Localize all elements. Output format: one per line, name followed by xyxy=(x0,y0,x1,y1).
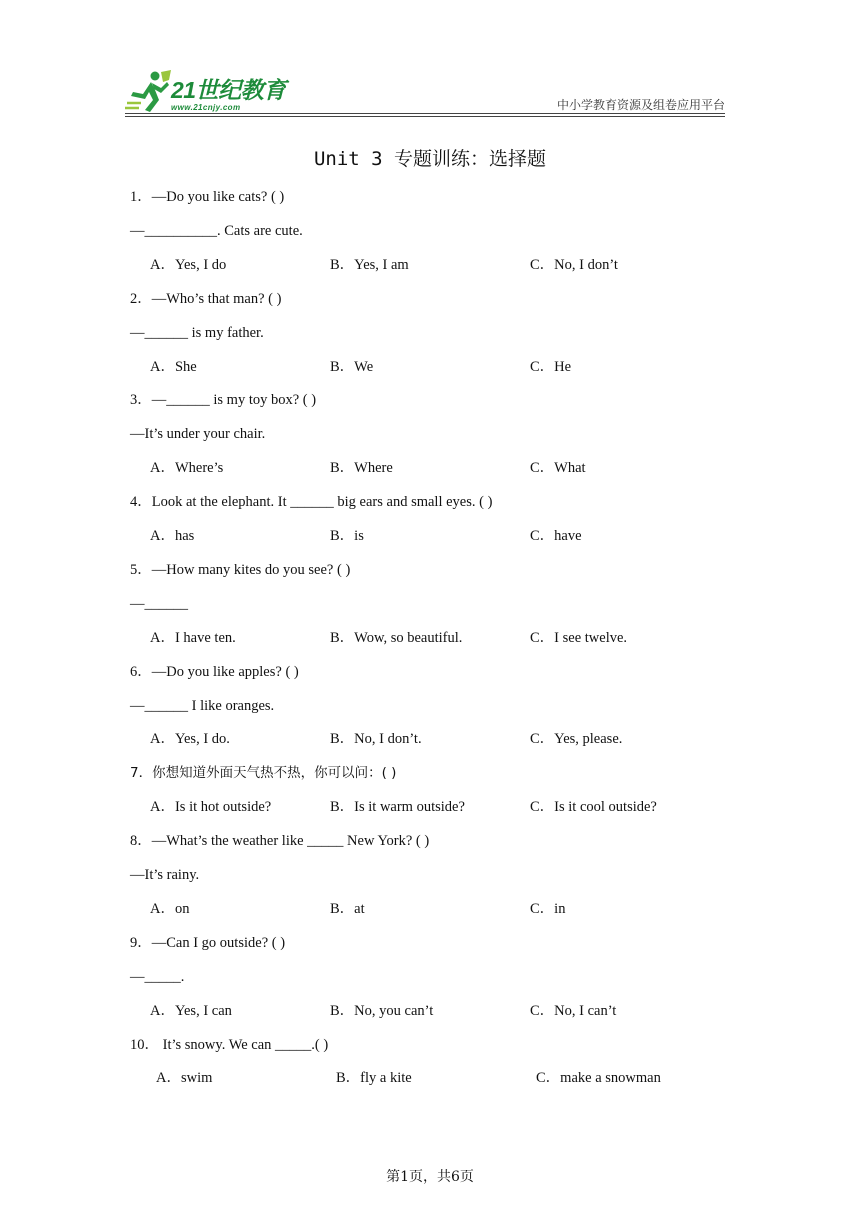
option-a: A．She xyxy=(150,358,197,375)
option-a: A．I have ten. xyxy=(150,629,236,646)
option-c: C．in xyxy=(530,900,566,917)
option-c: C．Yes, please. xyxy=(530,731,623,748)
question-stem: 2．—Who’s that man? ( ) xyxy=(130,290,282,307)
option-c: C．have xyxy=(530,528,582,544)
question-answer-line: —It’s rainy. xyxy=(130,867,200,883)
logo-url: www.21cnjy.com xyxy=(171,103,241,112)
question-stem: 5．—How many kites do you see? ( ) xyxy=(130,561,351,578)
question-answer-line: —______ I like oranges. xyxy=(130,697,275,714)
option-c: C．I see twelve. xyxy=(530,629,628,646)
question-answer-line: —It’s under your chair. xyxy=(130,426,266,443)
question-stem: 7．你想知道外面天气热不热，你可以问：( ) xyxy=(130,765,397,782)
page-title: Unit 3 专题训练：选择题 xyxy=(313,148,547,170)
page-header xyxy=(125,66,725,114)
option-b: B．We xyxy=(330,358,374,375)
option-c: C．No, I don’t xyxy=(530,256,618,273)
question-stem: 6．—Do you like apples? ( ) xyxy=(130,663,299,680)
option-a: A．Yes, I do xyxy=(150,256,227,273)
header-rule xyxy=(125,113,725,114)
option-a: A．has xyxy=(150,528,195,544)
option-b: B．fly a kite xyxy=(336,1070,412,1087)
question-stem: 8．—What’s the weather like _____ New York? ( ) xyxy=(130,833,430,850)
question-answer-line: —_____. xyxy=(130,968,185,985)
page-footer: 第1页，共6页 xyxy=(386,1169,474,1185)
option-a: A．Where’s xyxy=(150,460,224,477)
option-c: C．What xyxy=(530,460,586,477)
option-c: C．He xyxy=(530,358,572,375)
option-b: B．Wow, so beautiful. xyxy=(330,629,463,646)
question-stem: 1．—Do you like cats? ( ) xyxy=(130,189,285,205)
header-rule-lower xyxy=(125,116,725,117)
option-b: B．No, you can’t xyxy=(330,1002,434,1019)
question-stem: 10． It’s snowy. We can _____.( ) xyxy=(130,1036,329,1053)
option-a: A．Is it hot outside? xyxy=(150,799,272,816)
option-c: C．make a snowman xyxy=(536,1070,661,1087)
option-b: B．Yes, I am xyxy=(330,256,409,273)
option-b: B．is xyxy=(330,528,364,544)
option-c: C．No, I can’t xyxy=(530,1002,617,1019)
option-b: B．Is it warm outside? xyxy=(330,799,465,816)
option-a: A．Yes, I do. xyxy=(150,731,230,748)
question-answer-line: —__________. Cats are cute. xyxy=(130,222,303,239)
question-stem: 3．—______ is my toy box? ( ) xyxy=(130,392,317,409)
option-b: B．at xyxy=(330,900,365,917)
question-stem: 4．Look at the elephant. It ______ big ears and small eyes. ( ) xyxy=(130,494,493,511)
logo xyxy=(125,70,295,114)
question-answer-line: —______ is my father. xyxy=(130,324,264,341)
header-platform-text: 中小学教育资源及组卷应用平台 xyxy=(556,98,725,112)
logo-text: 21世纪教育 xyxy=(171,77,286,103)
option-b: B．Where xyxy=(330,460,393,477)
question-answer-line: —______ xyxy=(130,595,188,612)
option-c: C．Is it cool outside? xyxy=(530,799,657,816)
option-b: B．No, I don’t. xyxy=(330,731,422,748)
option-a: A．on xyxy=(150,900,190,917)
question-stem: 9．—Can I go outside? ( ) xyxy=(130,934,286,951)
option-a: A．Yes, I can xyxy=(150,1002,232,1019)
runner-icon xyxy=(125,70,171,114)
option-a: A．swim xyxy=(156,1070,213,1087)
